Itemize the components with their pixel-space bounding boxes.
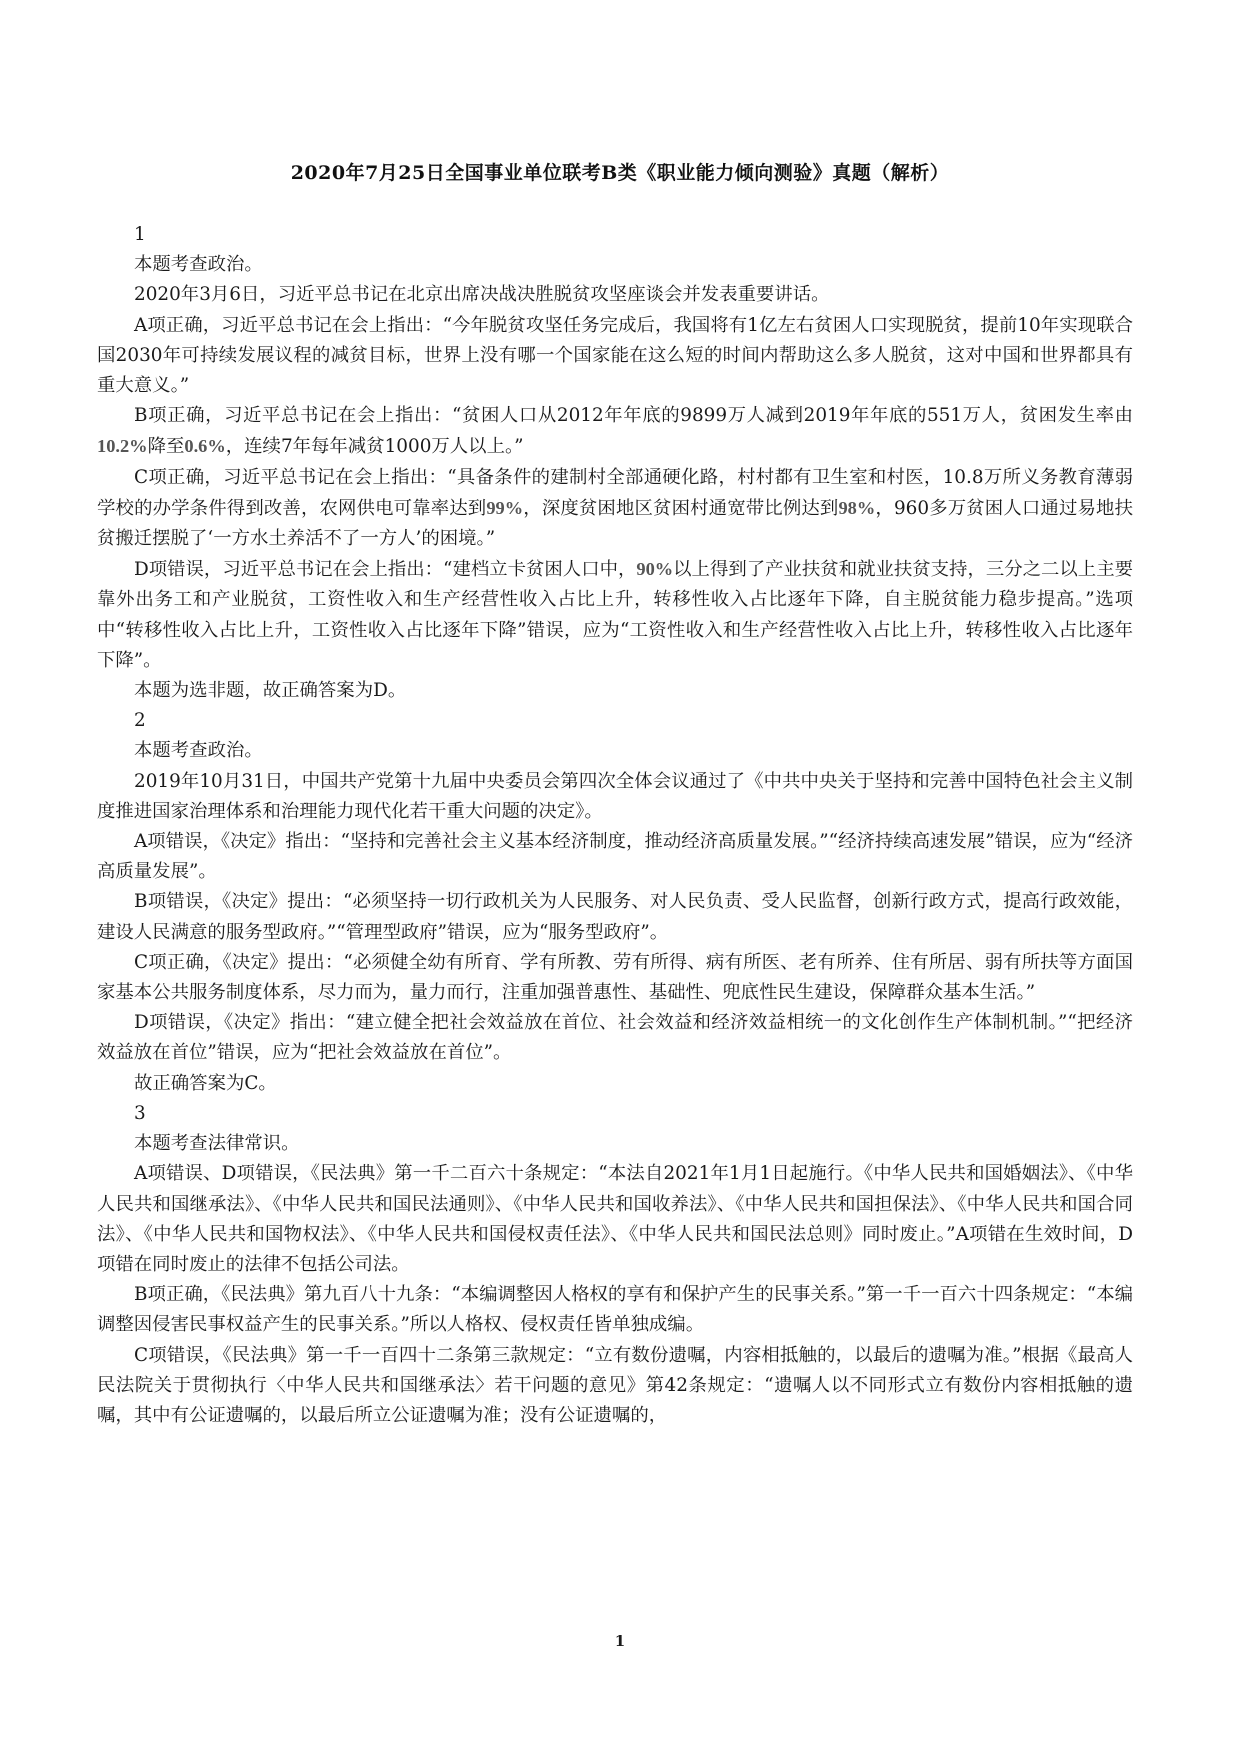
highlighted-figure: 0.6%	[184, 436, 226, 457]
question-number: 1	[134, 224, 146, 245]
paragraph: 2019年10月31日，中国共产党第十九届中央委员会第四次全体会议通过了《中共中央关于坚持和完善中国特色社会主义制度推进国家治理体系和治理能力现代化若干重大问题的决定》。	[97, 770, 1133, 822]
option-c-explanation: C项错误，《民法典》第一千一百四十二条第三款规定：“立有数份遗嘱，内容相抵触的，以最后的遗嘱为准。”根据《最高人民法院关于贯彻执行〈中华人民共和国继承法〉若干问题的意见》第42条规定：“遗嘱人以不同形式立有数份内容相抵触的遗嘱，其中有公证遗嘱的，以最后所立公证遗嘱为准；没有公证遗嘱的，	[97, 1344, 1133, 1426]
question-1	[97, 220, 1133, 706]
text-segment: ，连续7年每年减贫1000万人以上。”	[225, 436, 524, 458]
highlighted-figure: 99%	[486, 497, 524, 518]
question-3	[97, 1099, 1133, 1431]
highlighted-figure: 10.2%	[97, 436, 148, 457]
option-d-explanation	[97, 554, 1133, 676]
text-segment: 以上得到了产业扶贫和就业扶贫支持，三分之二以上主要靠外出务工和产业脱贫，工资性收入和生产经营性收入占比上升，转移性收入占比逐年下降，自主脱贫能力稳步提高。”选项中“转移性收入占比上升，工资性收入占比逐年下降”错误，应为“工资性收入和生产经营性收入占比上升，转移性收入占比逐年下降”。	[97, 559, 1133, 671]
question-topic: 本题考查法律常识。	[134, 1133, 300, 1155]
question-number: 2	[134, 710, 146, 732]
text-segment: ，深度贫困地区贫困村通宽带比例达到	[523, 497, 839, 519]
option-c-explanation	[97, 463, 1133, 555]
text-segment: 降至	[147, 436, 185, 458]
text-segment: D项错误，习近平总书记在会上指出：“建档立卡贫困人口中，	[134, 559, 637, 581]
question-topic: 本题考查政治。	[134, 740, 263, 762]
option-c-explanation: C项正确，《决定》提出：“必须健全幼有所育、学有所教、劳有所得、病有所医、老有所养、住有所居、弱有所扶等方面国家基本公共服务制度体系，尽力而为，量力而行，注重加强普惠性、基础性、兜底性民生建设，保障群众基本生活。”	[97, 951, 1133, 1004]
highlighted-figure: 90%	[636, 559, 674, 580]
option-d-explanation: D项错误，《决定》指出：“建立健全把社会效益放在首位、社会效益和经济效益相统一的文化创作生产体制机制。”“把经济效益放在首位”错误，应为“把社会效益放在首位”。	[97, 1012, 1133, 1064]
option-b-explanation: B项正确，《民法典》第九百八十九条：“本编调整因人格权的享有和保护产生的民事关系。”第一千一百六十四条规定：“本编调整因侵害民事权益产生的民事关系。”所以人格权、侵权责任皆单独成编。	[97, 1284, 1133, 1336]
document-title: 2020年7月25日全国事业单位联考B类《职业能力倾向测验》真题（解析）	[290, 162, 950, 184]
highlighted-figure: 98%	[838, 497, 876, 518]
answer-statement: 故正确答案为C。	[134, 1072, 277, 1094]
document-body	[97, 220, 1133, 1431]
text-segment: ，960多万贫困人口通过易地扶贫搬迁摆脱了‘一方水土养活不了一方人’的困境。”	[97, 497, 1133, 550]
question-topic: 本题考查政治。	[134, 254, 263, 276]
option-ad-explanation: A项错误、D项错误，《民法典》第一千二百六十条规定：“本法自2021年1月1日起施行。《中华人民共和国婚姻法》、《中华人民共和国继承法》、《中华人民共和国民法通则》、《中华人民共和国收养法》、《中华人民共和国担保法》、《中华人民共和国合同法》、《中华人民共和国物权法》、《中华人民共和国侵权责任法》、《中华人民共和国民法总则》同时废止。”A项错在生效时间，D项错在同时废止的法律不包括公司法。	[97, 1163, 1133, 1275]
option-a-explanation: A项错误，《决定》指出：“坚持和完善社会主义基本经济制度，推动经济高质量发展。”“经济持续高速发展”错误，应为“经济高质量发展”。	[97, 831, 1133, 883]
option-b-explanation	[97, 401, 1133, 462]
paragraph: 2020年3月6日，习近平总书记在北京出席决战决胜脱贫攻坚座谈会并发表重要讲话。	[134, 284, 830, 306]
option-a-explanation: A项正确，习近平总书记在会上指出：“今年脱贫攻坚任务完成后，我国将有1亿左右贫困人口实现脱贫，提前10年实现联合国2030年可持续发展议程的减贫目标，世界上没有哪一个国家能在这么短的时间内帮助这么多人脱贫，这对中国和世界都具有重大意义。”	[97, 314, 1133, 397]
answer-statement: 本题为选非题，故正确答案为D。	[134, 680, 407, 702]
question-2	[97, 706, 1133, 1099]
page-number: 1	[614, 1632, 626, 1650]
question-number: 3	[134, 1102, 146, 1124]
text-segment: B项正确，习近平总书记在会上指出：“贫困人口从2012年年底的9899万人减到2019年年底的551万人，贫困发生率由	[134, 405, 1133, 427]
option-b-explanation: B项错误，《决定》提出：“必须坚持一切行政机关为人民服务、对人民负责、受人民监督，创新行政方式，提高行政效能，建设人民满意的服务型政府。”“管理型政府”错误，应为“服务型政府”。	[97, 891, 1133, 943]
text-segment: C项正确，习近平总书记在会上指出：“具备条件的建制村全部通硬化路，村村都有卫生室和村医，10.8万所义务教育薄弱学校的办学条件得到改善，农网供电可靠率达到	[97, 466, 1133, 519]
